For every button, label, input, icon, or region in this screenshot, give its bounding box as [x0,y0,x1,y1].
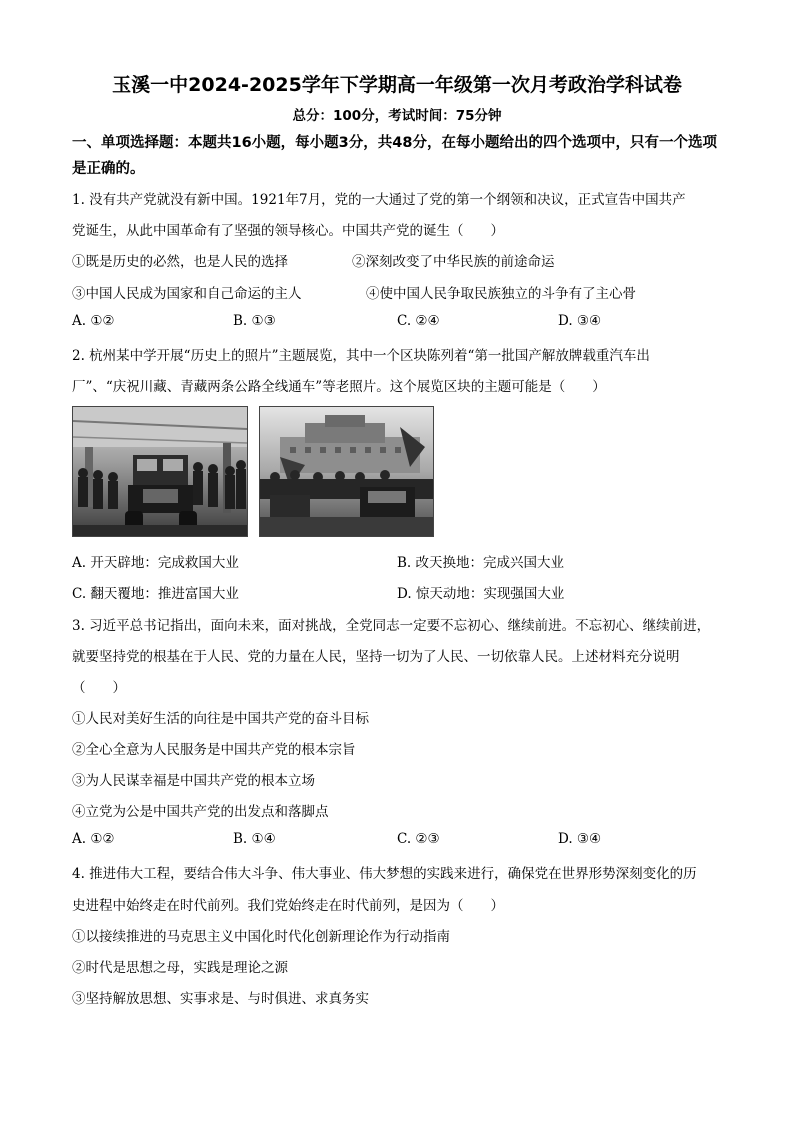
celebration-photo-icon [260,407,433,536]
q4-statement-1: ①以接续推进的马克思主义中国化时代化创新理论作为行动指南 [72,929,450,945]
q3-statement-2: ②全心全意为人民服务是中国共产党的根本宗旨 [72,742,356,758]
photo-highway-celebration [259,406,434,537]
truck-photo-icon [73,407,247,536]
q2-option-c[interactable]: C. 翻天覆地：推进富国大业 [72,586,239,602]
q3-statement-4: ④立党为公是中国共产党的出发点和落脚点 [72,804,329,820]
exam-subtitle: 总分：100分，考试时间：75分钟 [292,108,502,124]
q1-stem-line1: 1. 没有共产党就没有新中国。1921年7月，党的一大通过了党的第一个纲领和决议，正式宣告中国共产 [72,192,686,208]
q3-stem-line3: （ ） [72,680,126,696]
q1-stem-line2: 党诞生，从此中国革命有了坚强的领导核心。中国共产党的诞生（ ） [72,223,504,239]
q1-option-b[interactable]: B. ①③ [233,313,276,329]
section-heading: 一、单项选择题：本题共16小题，每小题3分，共48分，在每小题给出的四个选项中，只有一个选项是正确的。 [72,135,717,177]
exam-title: 玉溪一中2024-2025学年下学期高一年级第一次月考政治学科试卷 [112,74,682,96]
q3-stem-line2: 就要坚持党的根基在于人民、党的力量在人民，坚持一切为了人民、一切依靠人民。上述材料充分说明 [72,649,680,665]
q1-option-c[interactable]: C. ②④ [397,313,440,329]
q4-stem-line1: 4. 推进伟大工程，要结合伟大斗争、伟大事业、伟大梦想的实践来进行，确保党在世界形势深刻变化的历 [72,866,697,882]
q4-statement-3: ③坚持解放思想、实事求是、与时俱进、求真务实 [72,991,369,1007]
q3-statement-1: ①人民对美好生活的向往是中国共产党的奋斗目标 [72,711,369,727]
q1-option-d[interactable]: D. ③④ [558,313,602,329]
q2-option-b[interactable]: B. 改天换地：完成兴国大业 [397,555,565,571]
q1-statement-4: ④使中国人民争取民族独立的斗争有了主心骨 [366,286,636,302]
q2-stem-line2: 厂”、“庆祝川藏、青藏两条公路全线通车”等老照片。这个展览区块的主题可能是（ ） [72,379,606,395]
q2-option-d[interactable]: D. 惊天动地：实现强国大业 [397,586,565,602]
q3-option-d[interactable]: D. ③④ [558,831,602,847]
q3-statement-3: ③为人民谋幸福是中国共产党的根本立场 [72,773,315,789]
q4-statement-2: ②时代是思想之母，实践是理论之源 [72,960,288,976]
q1-statement-3: ③中国人民成为国家和自己命运的主人 [72,286,302,302]
q2-option-a[interactable]: A. 开天辟地：完成救国大业 [72,555,239,571]
q1-statement-2: ②深刻改变了中华民族的前途命运 [352,254,555,270]
q3-option-a[interactable]: A. ①② [72,831,115,847]
q3-stem-line1: 3. 习近平总书记指出，面向未来，面对挑战，全党同志一定要不忘初心、继续前进。不忘初心、继续前进， [72,618,711,634]
q1-statement-1: ①既是历史的必然，也是人民的选择 [72,254,288,270]
q2-stem-line1: 2. 杭州某中学开展“历史上的照片”主题展览，其中一个区块陈列着“第一批国产解放牌载重汽车出 [72,348,650,364]
q4-stem-line2: 史进程中始终走在时代前列。我们党始终走在时代前列，是因为（ ） [72,898,504,914]
q3-option-c[interactable]: C. ②③ [397,831,440,847]
q3-option-b[interactable]: B. ①④ [233,831,276,847]
q1-option-a[interactable]: A. ①② [72,313,115,329]
photo-truck-factory [72,406,248,537]
